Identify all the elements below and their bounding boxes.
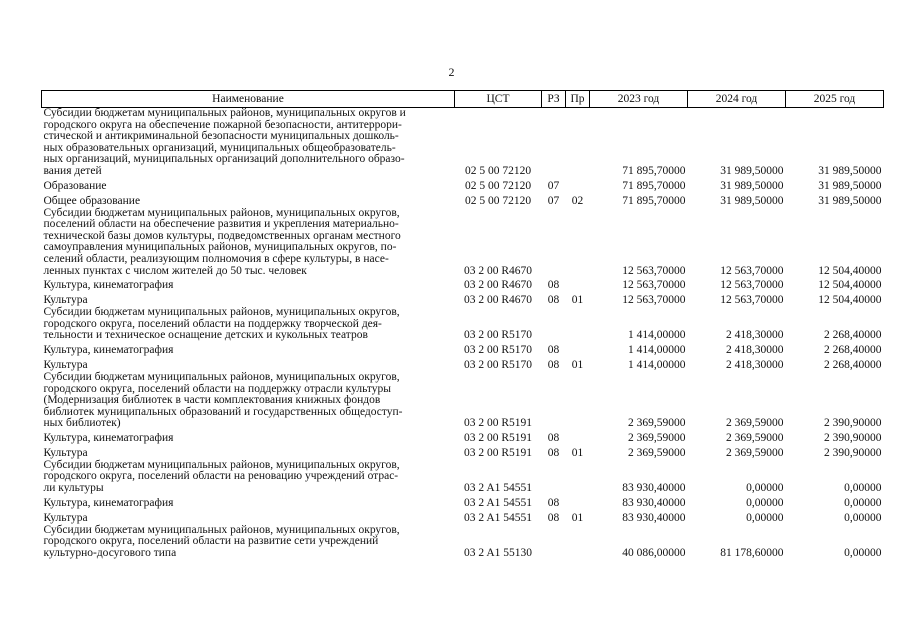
row-name-line: Культура, кинематография [43, 431, 174, 444]
row-csr: 03 2 00 R5191 [463, 446, 533, 459]
row-amount-2025: 2 390,90000 [824, 431, 882, 444]
row-name-line: городского округа, поселений области на реновацию учреждений отрас- [43, 470, 399, 483]
row-name-line: Культура, кинематография [43, 496, 174, 509]
row-amount-2024: 81 178,60000 [720, 546, 784, 559]
row-name [42, 445, 455, 460]
row-rz: 08 [547, 511, 560, 524]
row-amount-2023: 83 930,40000 [622, 511, 686, 524]
budget-table [41, 90, 884, 559]
row-rz: 07 [547, 179, 560, 192]
row-name [42, 342, 455, 357]
row-amount-2025: 12 504,40000 [818, 264, 882, 277]
table-row [42, 292, 884, 307]
row-name-line: ленных пунктах с числом жителей до 50 тыс. человек [43, 264, 307, 277]
row-csr: 03 2 00 R5170 [463, 343, 533, 356]
row-amount-2025: 12 504,40000 [818, 294, 882, 307]
row-amount-2023: 1 414,00000 [628, 329, 686, 342]
row-pr [566, 372, 590, 430]
row-rz [542, 525, 566, 560]
row-name-line: селений области, реализующим полномочия в сфере культуры, в насе- [43, 252, 389, 265]
row-amount-2023: 1 414,00000 [628, 343, 686, 356]
table-header-row [42, 91, 884, 108]
row-csr: 03 2 A1 54551 [463, 482, 533, 495]
row-amount-2023: 40 086,00000 [622, 546, 686, 559]
col-header-name: Наименование [42, 91, 455, 108]
row-name [42, 307, 455, 342]
row-amount-2024: 31 989,50000 [720, 194, 784, 207]
page-number: 2 [448, 65, 455, 79]
row-name-line: городского округа, поселений области на развитие сети учреждений [43, 535, 379, 548]
table-row [42, 430, 884, 445]
col-header-2023: 2023 год [590, 91, 688, 108]
row-name-line: ных организаций, муниципальных организаций дополнительного образо- [43, 153, 405, 166]
row-rz: 08 [547, 446, 560, 459]
col-header-2025: 2025 год [786, 91, 884, 108]
row-rz [542, 307, 566, 342]
row-amount-2023: 2 369,59000 [628, 446, 686, 459]
row-amount-2024: 0,00000 [746, 482, 784, 495]
row-name-line: Образование [43, 179, 107, 192]
row-amount-2024: 2 418,30000 [726, 329, 784, 342]
row-name [42, 277, 455, 292]
table-row [42, 193, 884, 208]
row-name-line: Субсидии бюджетам муниципальных районов, муниципальных округов и [43, 107, 406, 119]
row-pr: 01 [571, 294, 584, 307]
table-row [42, 495, 884, 510]
row-name [42, 460, 455, 495]
row-name-line: ных библиотек) [43, 417, 121, 430]
row-rz: 08 [547, 343, 560, 356]
row-amount-2024: 12 563,70000 [720, 279, 784, 292]
row-csr: 03 2 00 R5191 [463, 431, 533, 444]
table-row [42, 307, 884, 342]
row-name [42, 372, 455, 430]
row-name [42, 178, 455, 193]
row-amount-2024: 2 369,59000 [726, 417, 784, 430]
row-amount-2025: 12 504,40000 [818, 279, 882, 292]
row-name-line: Культура [43, 446, 88, 459]
row-name-line: Культура, кинематография [43, 279, 174, 292]
row-rz [542, 108, 566, 178]
row-csr: 02 5 00 72120 [464, 179, 532, 192]
row-amount-2023: 1 414,00000 [628, 358, 686, 371]
row-amount-2023: 83 930,40000 [622, 496, 686, 509]
row-name-line: Культура, кинематография [43, 343, 174, 356]
row-amount-2023: 12 563,70000 [622, 294, 686, 307]
row-name [42, 510, 455, 525]
row-amount-2024: 31 989,50000 [720, 164, 784, 177]
row-csr: 03 2 00 R4670 [463, 279, 533, 292]
table-row [42, 525, 884, 560]
row-rz [542, 372, 566, 430]
row-amount-2024: 2 418,30000 [726, 358, 784, 371]
row-amount-2024: 2 418,30000 [726, 343, 784, 356]
row-rz [542, 460, 566, 495]
row-rz: 08 [547, 279, 560, 292]
table-row [42, 342, 884, 357]
row-amount-2025: 0,00000 [844, 482, 882, 495]
col-header-2024: 2024 год [688, 91, 786, 108]
row-csr: 03 2 00 R4670 [463, 294, 533, 307]
row-name-line: Субсидии бюджетам муниципальных районов, муниципальных округов, [43, 458, 400, 471]
row-amount-2025: 0,00000 [844, 511, 882, 524]
row-pr: 01 [571, 446, 584, 459]
row-name-line: поселений области на обеспечение развития и укрепления материально- [43, 218, 399, 231]
table-row [42, 372, 884, 430]
row-name-line: городского округа на обеспечение пожарной безопасности, антитеррори- [43, 118, 402, 131]
row-name-line: Общее образование [43, 194, 141, 207]
row-name [42, 525, 455, 560]
row-pr [566, 277, 590, 292]
row-pr [566, 525, 590, 560]
row-name [42, 208, 455, 278]
row-amount-2025: 0,00000 [844, 546, 882, 559]
row-amount-2023: 83 930,40000 [622, 482, 686, 495]
row-amount-2023: 71 895,70000 [622, 194, 686, 207]
row-name [42, 193, 455, 208]
row-amount-2025: 31 989,50000 [818, 164, 882, 177]
row-csr: 03 2 A1 54551 [463, 511, 533, 524]
row-amount-2024: 0,00000 [746, 511, 784, 524]
table-row [42, 510, 884, 525]
row-amount-2023: 12 563,70000 [622, 279, 686, 292]
row-amount-2023: 71 895,70000 [622, 164, 686, 177]
row-name-line: Субсидии бюджетам муниципальных районов, муниципальных округов, [43, 206, 400, 219]
row-pr: 01 [571, 511, 584, 524]
row-amount-2023: 71 895,70000 [622, 179, 686, 192]
row-rz [542, 208, 566, 278]
row-name [42, 495, 455, 510]
table-row [42, 108, 884, 178]
row-rz: 08 [547, 431, 560, 444]
row-amount-2025: 31 989,50000 [818, 194, 882, 207]
row-rz: 08 [547, 496, 560, 509]
row-amount-2024: 12 563,70000 [720, 264, 784, 277]
row-pr: 01 [571, 358, 584, 371]
table-row [42, 178, 884, 193]
row-amount-2025: 2 390,90000 [824, 446, 882, 459]
row-name-line: ных образовательных организаций, муниципальных общеобразователь- [43, 141, 396, 154]
table-row [42, 460, 884, 495]
row-name-line: (Модернизация библиотек в части комплектования книжных фондов [43, 394, 381, 407]
row-pr [566, 178, 590, 193]
row-pr [566, 108, 590, 178]
row-amount-2024: 0,00000 [746, 496, 784, 509]
row-name [42, 292, 455, 307]
table-row [42, 277, 884, 292]
row-amount-2025: 31 989,50000 [818, 179, 882, 192]
row-amount-2024: 2 369,59000 [726, 431, 784, 444]
row-pr: 02 [571, 194, 584, 207]
row-csr: 03 2 A1 55130 [463, 546, 533, 559]
row-pr [566, 460, 590, 495]
row-name-line: Субсидии бюджетам муниципальных районов, муниципальных округов, [43, 306, 400, 319]
row-name-line: Культура [43, 358, 88, 371]
row-rz: 08 [547, 358, 560, 371]
row-csr: 02 5 00 72120 [464, 194, 532, 207]
row-name-line: самоуправления муниципальных районов, муниципальных округов, по- [43, 241, 397, 254]
row-csr: 03 2 A1 54551 [463, 496, 533, 509]
row-amount-2024: 12 563,70000 [720, 294, 784, 307]
row-pr [566, 342, 590, 357]
table-body [42, 108, 884, 560]
row-amount-2023: 2 369,59000 [628, 431, 686, 444]
row-csr: 03 2 00 R5170 [463, 358, 533, 371]
row-pr [566, 307, 590, 342]
row-name-line: Культура [43, 511, 88, 524]
row-name [42, 357, 455, 372]
row-amount-2025: 2 268,40000 [824, 329, 882, 342]
table-row [42, 208, 884, 278]
row-amount-2025: 2 268,40000 [824, 358, 882, 371]
row-name-line: технической базы домов культуры, подведомственных органам местного [43, 229, 401, 242]
row-name [42, 108, 455, 178]
row-name-line: культурно-досугового типа [43, 546, 177, 559]
row-csr: 03 2 00 R4670 [463, 264, 533, 277]
row-name-line: Культура [43, 294, 88, 307]
row-name-line: ли культуры [43, 482, 104, 495]
table-row [42, 357, 884, 372]
row-amount-2024: 31 989,50000 [720, 179, 784, 192]
row-amount-2025: 0,00000 [844, 496, 882, 509]
table-row [42, 445, 884, 460]
row-pr [566, 495, 590, 510]
row-rz: 07 [547, 194, 560, 207]
row-amount-2023: 12 563,70000 [622, 264, 686, 277]
col-header-csr: ЦСТ [455, 91, 542, 108]
row-amount-2024: 2 369,59000 [726, 446, 784, 459]
col-header-pr: Пр [566, 91, 590, 108]
row-name-line: вания детей [43, 164, 102, 177]
row-name-line: Субсидии бюджетам муниципальных районов, муниципальных округов, [43, 523, 400, 536]
row-amount-2025: 2 268,40000 [824, 343, 882, 356]
row-csr: 03 2 00 R5170 [463, 329, 533, 342]
row-amount-2025: 2 390,90000 [824, 417, 882, 430]
row-name-line: тельности и техническое оснащение детских и кукольных театров [43, 329, 368, 342]
row-amount-2023: 2 369,59000 [628, 417, 686, 430]
row-name-line: городского округа, поселений области на поддержку творческой дея- [43, 317, 382, 330]
row-name-line: Субсидии бюджетам муниципальных районов, муниципальных округов, [43, 370, 400, 383]
row-rz: 08 [547, 294, 560, 307]
row-name-line: библиотек муниципальных образований и государственных общедоступ- [43, 405, 403, 418]
row-name-line: стической и антикриминальной безопасности муниципальных дошколь- [43, 130, 399, 143]
row-csr: 02 5 00 72120 [464, 164, 532, 177]
row-name-line: городского округа, поселений области на поддержку отрасли культуры [43, 382, 391, 395]
row-pr [566, 208, 590, 278]
row-name [42, 430, 455, 445]
col-header-rz: РЗ [542, 91, 566, 108]
row-pr [566, 430, 590, 445]
row-csr: 03 2 00 R5191 [463, 417, 533, 430]
